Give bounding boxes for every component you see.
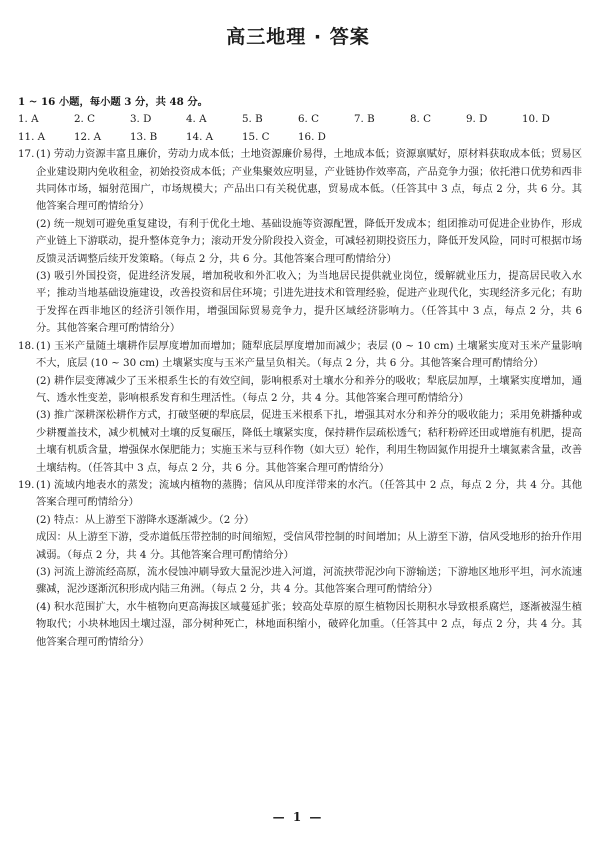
answer-paragraph: (1) 玉米产量随土壤耕作层厚度增加而增加；随犁底层厚度增加而减少；表层 (0 ~ 10 cm) 土壤紧实度对玉米产量影响不大，底层 (10 ~ 30 cm) 土壤紧实度与玉米产量呈负相关。（每点 2 分，共 6 分。其他答案合理可酌情给分） bbox=[36, 339, 582, 370]
mc-answers-row-2 bbox=[18, 129, 582, 146]
answer-content bbox=[18, 94, 582, 651]
mc-answer: 8. C bbox=[410, 113, 431, 126]
answer-paragraph: (4) 积水范围扩大，水牛植物向更高海拔区域蔓延扩张；较高处草原的原生植物因长期积水导致根系腐烂，逐渐被湿生植物取代；小块林地因土壤过湿，部分树种死亡，林地面积缩小，破碎化加重。（任答其中 2 点，每点 2 分，共 4 分。其他答案合理可酌情给分） bbox=[36, 600, 582, 648]
question-17 bbox=[18, 146, 582, 337]
mc-answer: 2. C bbox=[74, 113, 95, 126]
mc-header: 1 ~ 16 小题，每小题 3 分，共 48 分。 bbox=[18, 96, 208, 108]
mc-answer: 12. A bbox=[74, 130, 102, 143]
question-18 bbox=[18, 338, 582, 477]
mc-answer: 13. B bbox=[130, 130, 158, 143]
mc-answer: 4. A bbox=[186, 113, 207, 126]
mc-answer: 6. C bbox=[298, 113, 319, 126]
answer-paragraph: (3) 吸引外国投资，促进经济发展，增加税收和外汇收入；为当地居民提供就业岗位，缓解就业压力，提高居民收入水平；推动当地基础设施建设，改善投资和居住环境；引进先进技术和管理经验，促进产业现代化，实现经济多元化；有助于发挥在西非地区的经济引领作用，增强国际贸易竞争力，提升区域经济影响力。（任答其中 3 点，每点 2 分，共 6 分。其他答案合理可酌情给分） bbox=[36, 270, 582, 335]
answer-paragraph: 成因：从上游至下游，受赤道低压带控制的时间缩短，受信风带控制的时间增加；从上游至下游，信风受地形的抬升作用减弱。（每点 2 分，共 4 分。其他答案合理可酌情给分） bbox=[36, 531, 582, 561]
mc-answer: 11. A bbox=[18, 130, 46, 143]
mc-answer: 10. D bbox=[522, 113, 550, 126]
mc-answer: 3. D bbox=[130, 113, 152, 126]
answer-paragraph: (3) 河流上游流经高原，流水侵蚀冲刷导致大量泥沙进入河道，河流挟带泥沙向下游输送；下游地区地形平坦，河水流速骤减，泥沙逐渐沉积形成内陆三角洲。（每点 2 分，共 4 分。其他答案合理可酌情给分） bbox=[36, 565, 582, 596]
mc-answers-row-1 bbox=[18, 111, 582, 128]
answer-paragraph: (2) 耕作层变薄减少了玉米根系生长的有效空间，影响根系对土壤水分和养分的吸收；犁底层加厚，土壤紧实度增加，通气、透水性变差，影响根系发育和生理活性。（每点 2 分，共 4 分。其他答案合理可酌情给分） bbox=[36, 374, 582, 404]
page-number: — 1 — bbox=[272, 810, 324, 824]
answer-paragraph: (2) 特点：从上游至下游降水逐渐减少。（2 分） bbox=[36, 513, 255, 526]
question-number: 18. bbox=[18, 339, 35, 352]
question-body bbox=[36, 477, 582, 651]
answer-paragraph: (1) 劳动力资源丰富且廉价，劳动力成本低；土地资源廉价易得，土地成本低；资源禀赋好，原材料获取成本低；贸易区企业建设期内免收租金，初始投资成本低；产业集聚效应明显，产业链协作效率高，产品竞争力强；依托港口优势和西非共同体市场，辐射范围广，市场规模大；产品出口有关税优惠，贸易成本低。（任答其中 3 点，每点 2 分，共 6 分。其他答案合理可酌情给分） bbox=[36, 148, 582, 213]
mc-answer: 5. B bbox=[242, 113, 263, 126]
mc-answer: 15. C bbox=[242, 130, 270, 143]
question-number: 17. bbox=[18, 148, 35, 161]
page-title: 高三地理 · 答案 bbox=[226, 26, 370, 48]
mc-answer: 1. A bbox=[18, 113, 39, 126]
answer-paragraph: (2) 统一规划可避免重复建设，有利于优化土地、基础设施等资源配置，降低开发成本；组团推动可促进企业协作，形成产业链上下游联动，提升整体竞争力；滚动开发分阶段投入资金，可减轻初期投资压力，降低开发风险，同时可根据市场反馈灵活调整后续开发策略。（每点 2 分，共 6 分。其他答案合理可酌情给分） bbox=[36, 217, 582, 265]
answer-paragraph: (3) 推广深耕深松耕作方式，打破坚硬的犁底层，促进玉米根系下扎，增强其对水分和养分的吸收能力；采用免耕播种或少耕覆盖技术，减少机械对土壤的反复碾压，降低土壤紧实度，保持耕作层疏松透气；秸秆粉碎还田或增施有机肥，提高土壤有机质含量，增强保水保肥能力；实施玉米与豆科作物（如大豆）轮作，利用生物固氮作用提升土壤氮素含量，改善土壤结构。（任答其中 3 点，每点 2 分，共 6 分。其他答案合理可酌情给分） bbox=[36, 409, 582, 474]
mc-answer: 14. A bbox=[186, 130, 214, 143]
question-19 bbox=[18, 477, 582, 651]
question-body bbox=[36, 146, 582, 337]
question-body bbox=[36, 338, 582, 477]
mc-answer: 9. D bbox=[466, 113, 488, 126]
mc-answer: 7. B bbox=[354, 113, 375, 126]
mc-answer: 16. D bbox=[298, 130, 326, 143]
question-number: 19. bbox=[18, 478, 35, 491]
answer-paragraph: (1) 流域内地表水的蒸发；流域内植物的蒸腾；信风从印度洋带来的水汽。（任答其中 2 点，每点 2 分，共 4 分。其他答案合理可酌情给分） bbox=[36, 478, 582, 509]
